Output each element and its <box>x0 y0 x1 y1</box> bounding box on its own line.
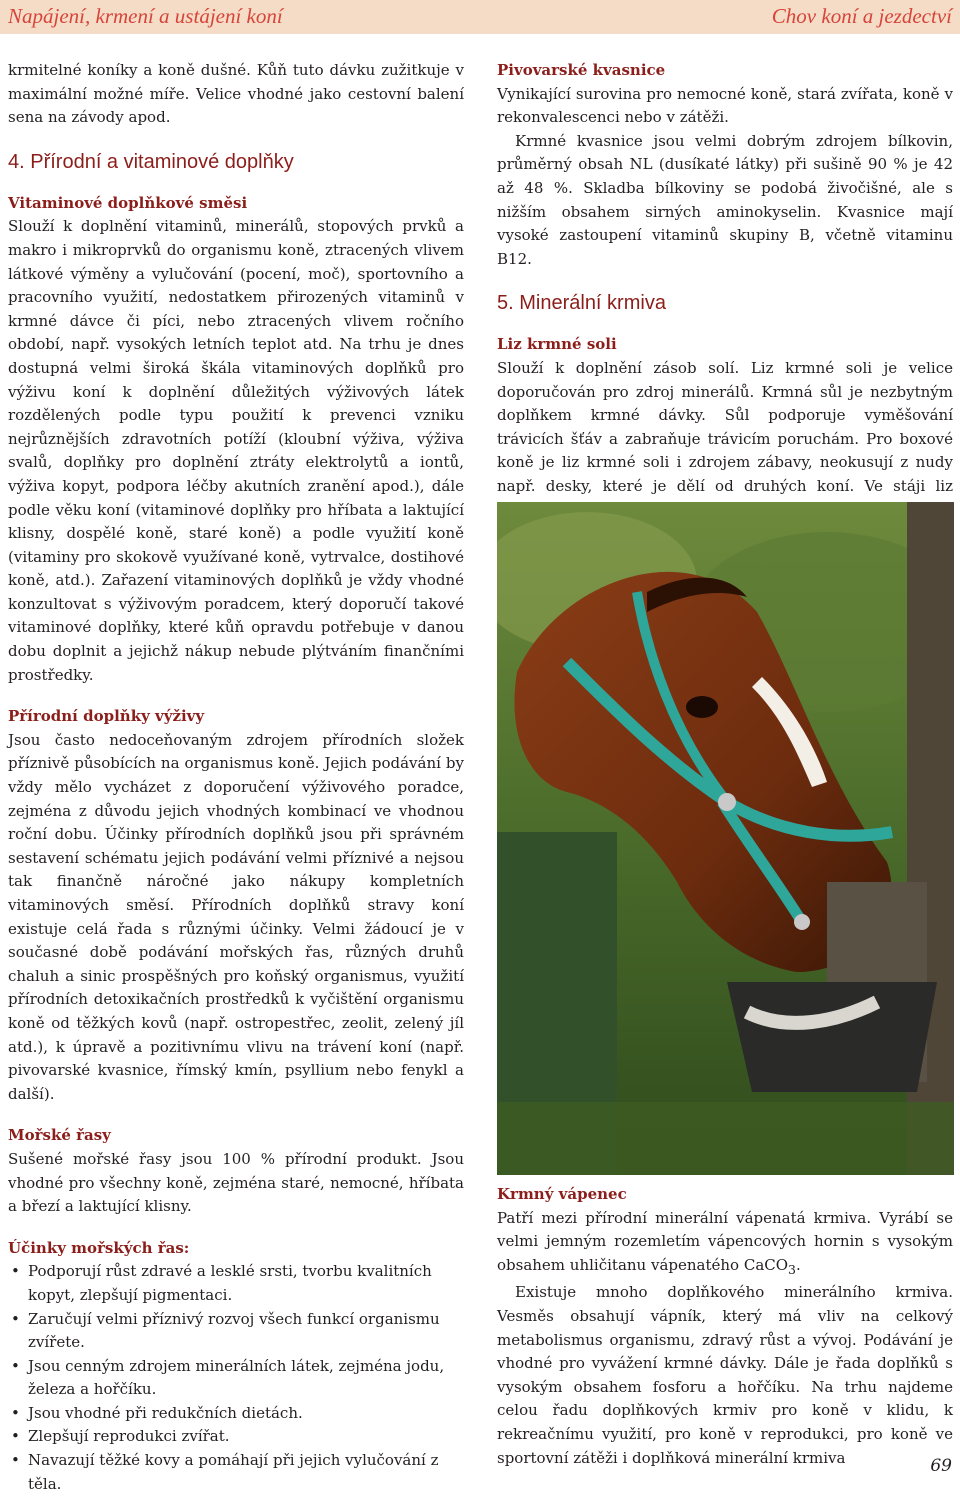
lime-subscript: 3 <box>788 1261 796 1277</box>
header-section-title: Napájení, krmení a ustájení koní <box>8 4 283 28</box>
right-column <box>497 59 953 522</box>
salt-lick-heading: Liz krmné soli <box>497 335 617 354</box>
lime-heading: Krmný vápenec <box>497 1185 627 1203</box>
list-item: • Jsou cenným zdrojem minerálních látek, zejména jodu, železa a hořčíku. <box>8 1355 464 1402</box>
list-item: • Jsou vhodné při redukčních dietách. <box>8 1402 464 1426</box>
seaweed-text: Sušené mořské řasy jsou 100 % přírodní produkt. Jsou vhodné pro všechny koně, zejména staré, nemocné, hříbata a březí a laktující klisny. <box>8 1149 464 1216</box>
horse-eating-photo <box>497 502 954 1175</box>
vitamin-mix-text: Slouží k doplnění vitaminů, minerálů, stopových prvků a makro i mikroprvků do organismu koně, ztracených vlivem látkové výměny a vylučování (pocení, moč), sportovního a pracovního využití, nedostatkem přirozených vitaminů v krmné dávce či píci, nebo ztracených vlivem ročního období, např. vysokých letních teplot atd. Na trhu je dnes dostupná velmi široká škála vitaminových doplňků pro výživu koní k doplnění důležitých výživových látek rozdělených podle typu použití k prevenci vzniku nejrůznějších zdravotních potíží (kloubní výživa, výživa svalů, doplňky pro doplnění ztráty elektrolytů a iontů, výživa kopyt, podpora léčby akutních zranění apod.), dále podle věku koní (vitaminové doplňky pro hříbata a laktující klisny, dospělé koně, staré koně) a podle využití koně (vitaminy pro skokově využívané koně, vytrvalce, dostihové koně, atd.). Zařazení vitaminových doplňků je vždy vhodné konzultovat s výživovým poradcem, který doporučí takové vitaminové doplňky, které kůň opravdu potřebuje v danou dobu doplnit a jejichž nákup nebude plýtváním finančními prostředky. <box>8 217 464 684</box>
list-item: • Zlepšují reprodukci zvířat. <box>8 1425 464 1449</box>
list-item: • Podporují růst zdravé a lesklé srsti, tvorbu kvalitních kopyt, zlepšují pigmentaci. <box>8 1260 464 1307</box>
header-book-title: Chov koní a jezdectví <box>771 4 952 28</box>
section-5-heading: 5. Minerální krmiva <box>497 292 666 315</box>
page-number: 69 <box>930 1456 952 1476</box>
salt-lick-text: Slouží k doplnění zásob solí. Liz krmné soli je velice doporučován pro zdroj minerálů. Krmná sůl je nezbytným doplňkem krmné dávky. Sůl podporuje vyměšování trávicích šťáv a zabraňuje trávicím poruchám. Pro boxové koně je liz krmné soli i zdrojem zábavy, neokusují z nudy např. desky, které je dělí od druhých koní. Ve stáji liz <box>497 358 953 495</box>
natural-supplements-text: Jsou často nedoceňovaným zdrojem přírodních složek příznivě působících na organismus koně. Jejich podávání by vždy mělo vycházet z doporučení výživového poradce, zejména z důvodu jejich vhodných kombinací ve vhodnou roční dobu. Účinky přírodních doplňků jsou při správném sestavení schématu jejich podávání velmi příznivé a nejsou tak finančně náročné jako nákupy kompletních vitaminových směsí. Přírodních doplňků stravy koní existuje celá řada s různými účinky. Velmi žádoucí je v současné době podávání mořských řas, různých druhů chaluh a sinic prospěšných pro koňský organismus, využití přírodních detoxikačních prostředků k vyčištění organismu koně od těžkých kovů (např. ostropestřec, zeolit, zelený jíl atd.), k úpravě a pozitivnímu vlivu na trávení koní (např. pivovarské kvasnice, římský kmín, psyllium nebo fenykl a další). <box>8 730 464 1103</box>
intro-paragraph: krmitelné koníky a koně dušné. Kůň tuto dávku zužitkuje v maximální možné míře. Velice vhodné jako cestovní balení sena na závody apod. <box>8 61 464 127</box>
list-item: • Zaručují velmi příznivý rozvoj všech funkcí organismu zvířete. <box>8 1308 464 1355</box>
yeast-text-2: Krmné kvasnice jsou velmi dobrým zdrojem bílkovin, průměrný obsah NL (dusíkaté látky) při sušině 90 % je 42 až 48 %. Skladba bílkoviny se podobá živočišné, ale s nižším obsahem sirných aminokyselin. Kvasnice mají vysoké zastoupení vitaminů skupiny B, včetně vitaminu B12. <box>497 131 953 268</box>
right-column-bottom <box>497 1183 953 1470</box>
lime-text-1-end: . <box>796 1255 801 1274</box>
lime-text-1-main: Patří mezi přírodní minerální vápenatá krmiva. Vyrábí se velmi jemným rozemletím vápencových hornin s vysokým obsahem uhličitanu vápenatého CaCO <box>497 1208 953 1274</box>
natural-supplements-heading: Přírodní doplňky výživy <box>8 707 205 726</box>
page-header <box>0 0 960 34</box>
seaweed-effects-heading: Účinky mořských řas: <box>8 1238 190 1257</box>
yeast-text-1: Vynikající surovina pro nemocné koně, stará zvířata, koně v rekonvalescenci nebo v zátěži. <box>497 84 953 127</box>
lime-text-2: Existuje mnoho doplňkového minerálního krmiva. Vesměs obsahují vápník, který má vliv na celkový metabolismus organismu, zdravý růst a vývoj. Podávání je vhodné pro vyvážení krmné dávky. Dále je řada doplňků s vysokým obsahem fosforu a hořčíku. Na trhu najdeme celou řadu doplňkových krmiv pro koně v klidu, k rekreačnímu využití, pro koně v reprodukci, pro koně ve sportovní zátěži i doplňková minerální krmiva <box>497 1283 953 1467</box>
seaweed-heading: Mořské řasy <box>8 1126 111 1145</box>
left-column <box>8 59 464 1496</box>
lime-text-1 <box>497 1207 953 1282</box>
section-4-heading: 4. Přírodní a vitaminové doplňky <box>8 150 294 173</box>
seaweed-effects-list <box>8 1260 464 1496</box>
vitamin-mix-heading: Vitaminové doplňkové směsi <box>8 193 248 212</box>
list-item: • Navazují těžké kovy a pomáhají při jejich vylučování z těla. <box>8 1449 464 1496</box>
yeast-heading: Pivovarské kvasnice <box>497 61 666 79</box>
